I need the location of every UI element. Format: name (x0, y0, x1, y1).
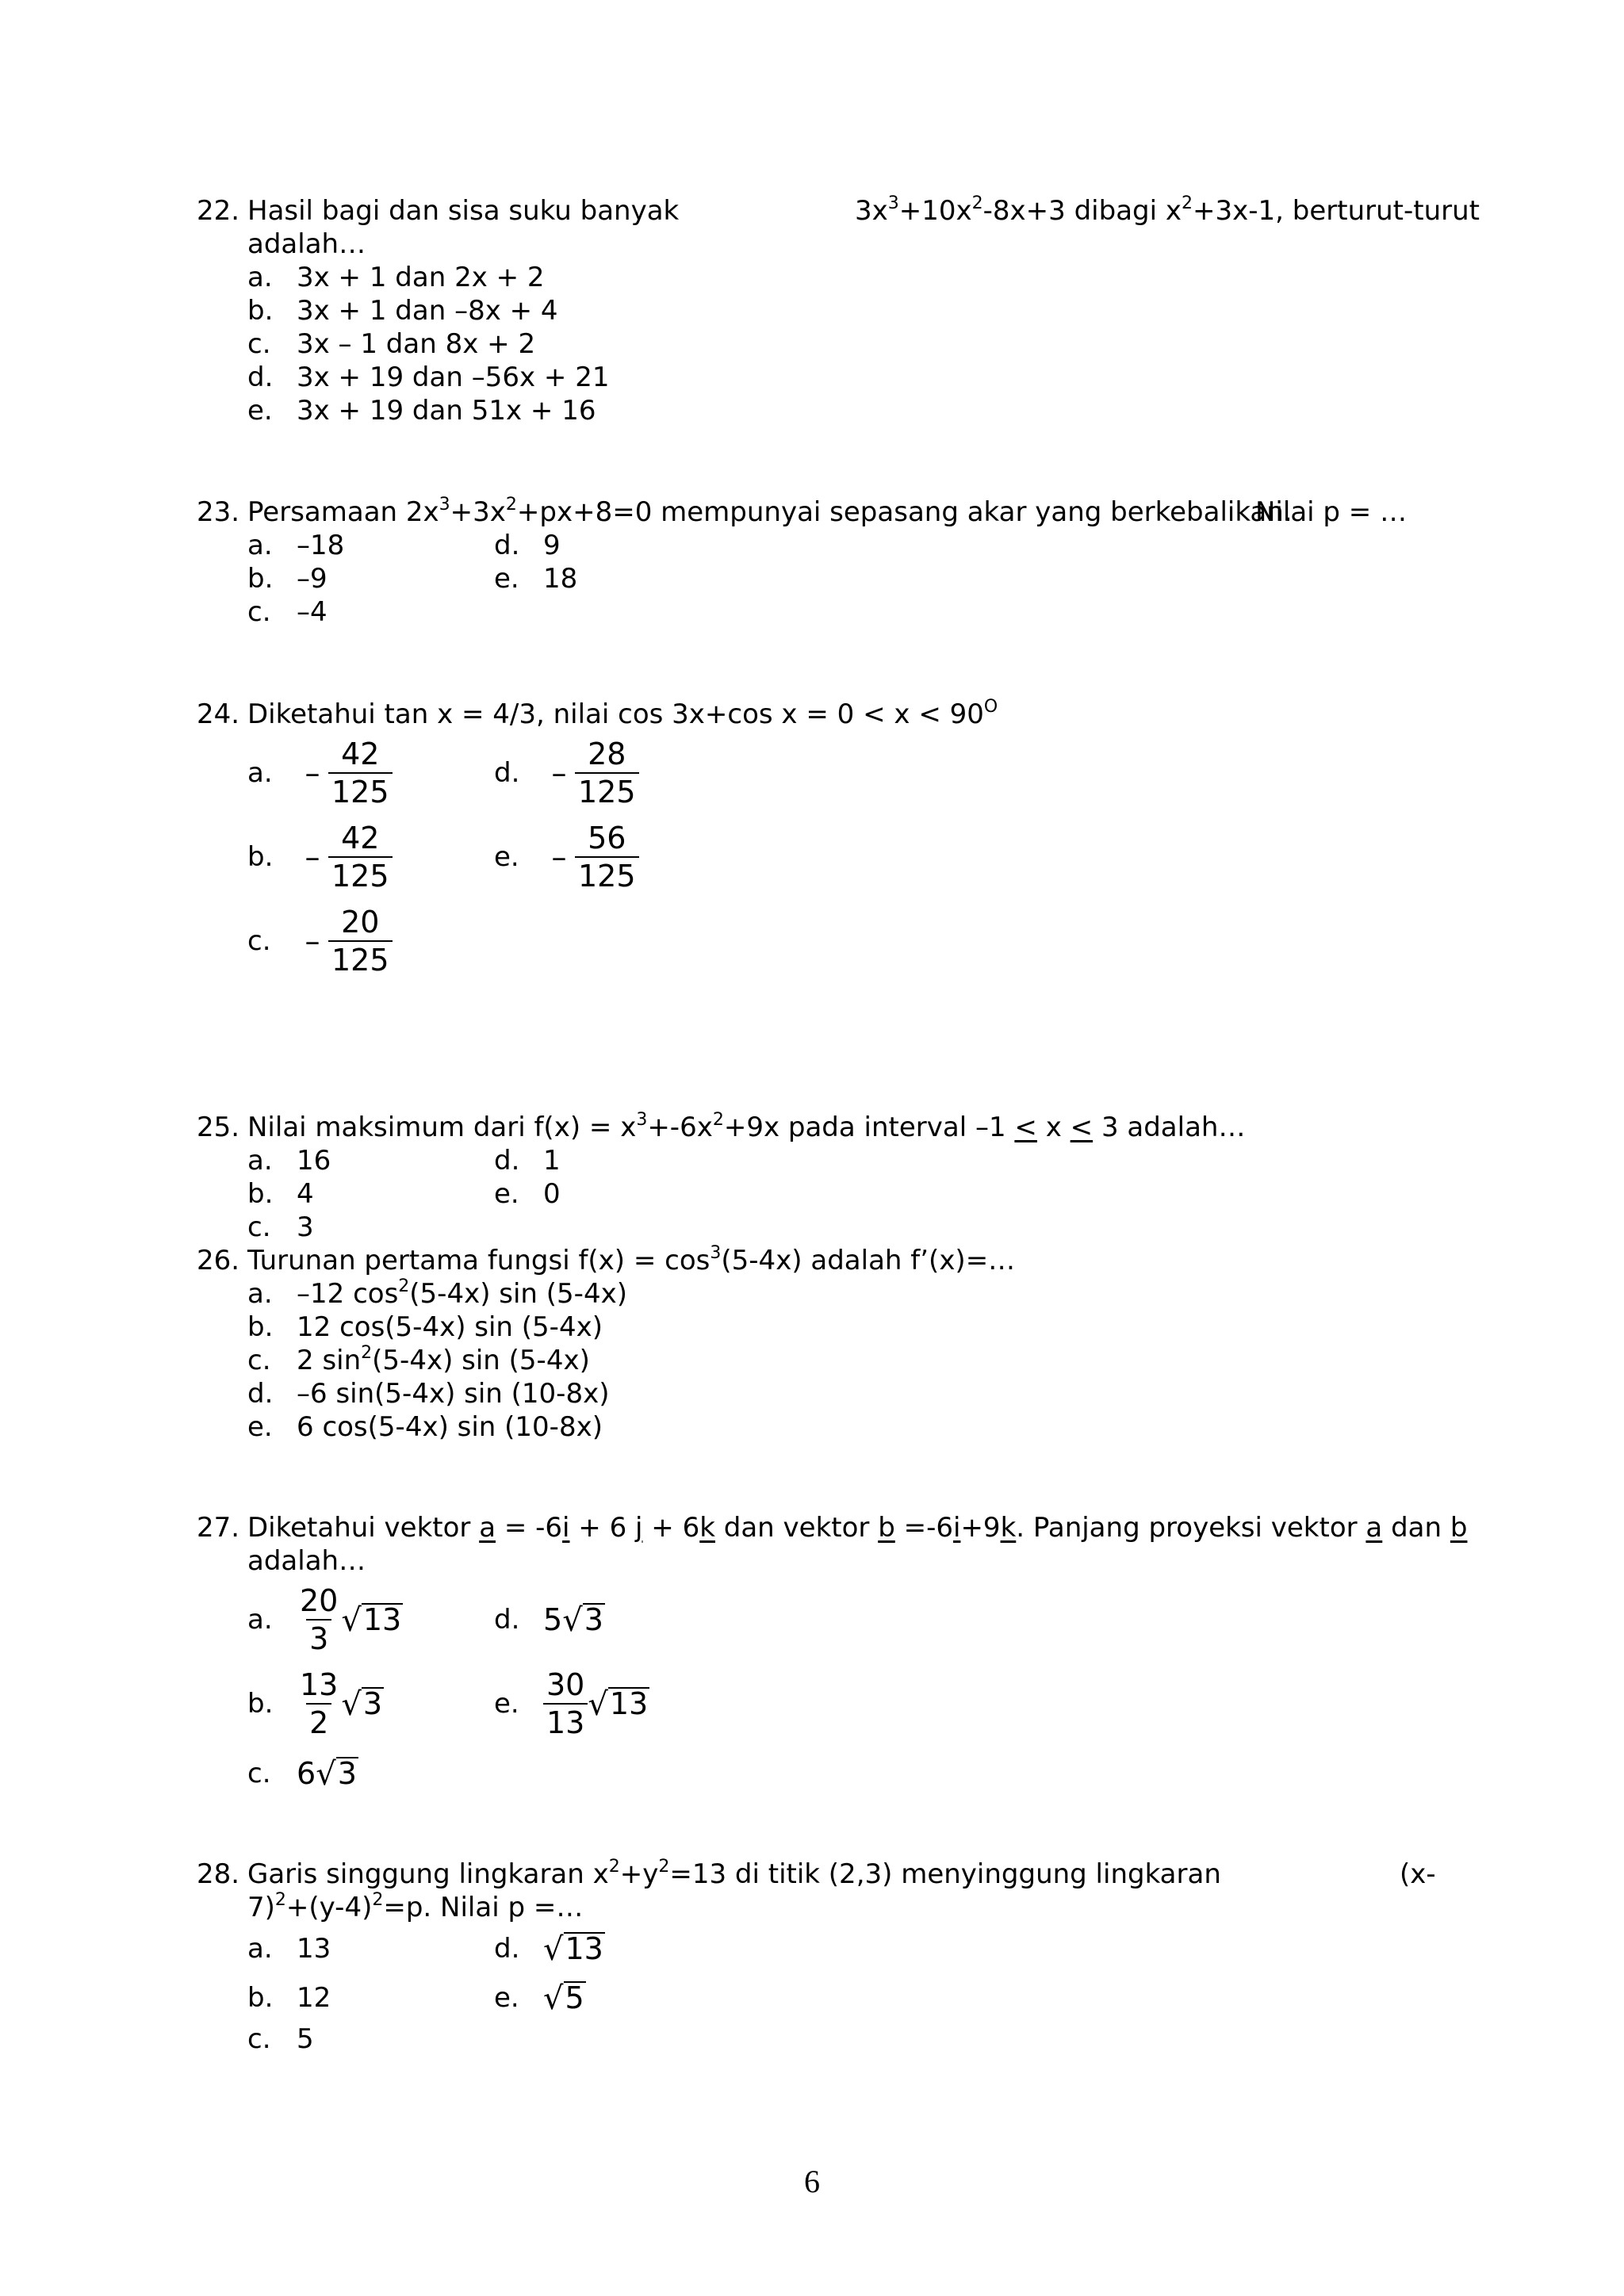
question-22 (197, 193, 1480, 427)
question-number: 22. (197, 195, 240, 227)
question-text-right: $3x^3+10x^2-8x+3$ dibagi $x^2+3x-1$, berturut-turut (855, 193, 1480, 227)
option-b: b. –9 (247, 563, 327, 595)
page-number: 6 (804, 2164, 820, 2199)
option-b: b. 3x + 1 dan –8x + 4 (247, 295, 558, 327)
question-text: Turunan pertama fungsi $f(x) = \cos^3(5-4x)$ adalah f’(x)=… (247, 1242, 1016, 1276)
sqrt-symbol: √ 13 (341, 1601, 402, 1639)
question-number: 24. (197, 698, 240, 730)
option-a: a. 3x + 1 dan 2x + 2 (247, 262, 545, 293)
question-text: Nilai maksimum dari $f(x) = x^3+-6x^2+9x$ pada interval –1 < x < 3 adalah… (247, 1109, 1246, 1143)
option-d: d. 5 √ 3 (494, 1601, 603, 1639)
question-text-cont: adalah… (247, 228, 366, 260)
question-text: Persamaan $2x^3+3x^2+px+8=0$ mempunyai sepasang akar yang berkebalikan. (247, 494, 1293, 528)
option-e: e. $\frac{30}{13}$ √ 13 (494, 1667, 649, 1740)
option-e: e. 6 cos(5-4x) sin (10-8x) (247, 1411, 603, 1443)
option-a: a. –12 $\cos^2(5-4x)$ sin (5-4x) (247, 1276, 627, 1310)
question-26 (197, 1244, 1442, 1444)
option-b: b. 12 (247, 1982, 331, 2014)
question-text-cont: adalah… (247, 1545, 366, 1577)
question-number: 28. (197, 1858, 240, 1890)
option-d: d. – $\frac{28}{125}$ (494, 731, 639, 815)
sqrt-symbol: √ 3 (316, 1755, 357, 1793)
option-d: d. √ 13 (494, 1931, 603, 1968)
option-c: c. 5 (247, 2023, 314, 2055)
option-b: b. $\frac{13}{2}$ √ 3 (247, 1667, 383, 1740)
question-number: 27. (197, 1512, 240, 1544)
question-text-right: (x- (1400, 1858, 1436, 1890)
question-text: Hasil bagi dan sisa suku banyak (247, 195, 680, 227)
option-e: e. 18 (494, 563, 578, 595)
option-d: d. –6 sin(5-4x) sin (10-8x) (247, 1378, 610, 1410)
question-number: 26. (197, 1245, 240, 1276)
sqrt-symbol: √ 13 (588, 1686, 649, 1723)
question-text-cont: $7)^2+(y-4)^2=p$. Nilai p =… (247, 1889, 584, 1923)
question-text-right: Nilai p = … (1255, 496, 1408, 528)
question-23 (197, 496, 1442, 629)
option-c: c. 3x – 1 dan 8x + 2 (247, 328, 536, 360)
option-d: d. 1 (494, 1145, 561, 1177)
question-text: Diketahui tan x = 4/3, nilai cos 3x+cos $x = 0 < x < 90^O$ (247, 696, 998, 730)
option-c: c. 6 √ 3 (247, 1755, 357, 1793)
question-number: 23. (197, 496, 240, 528)
option-c: c. – $\frac{20}{125}$ (247, 899, 393, 983)
sqrt-symbol: √ 3 (562, 1601, 603, 1639)
option-e: e. 3x + 19 dan 51x + 16 (247, 395, 596, 427)
question-text: Garis singgung lingkaran $x^2+y^2=13$ di titik (2,3) menyinggung lingkaran (247, 1856, 1221, 1890)
option-b: b. – $\frac{42}{125}$ (247, 815, 393, 899)
option-c: c. –4 (247, 596, 327, 628)
sqrt-symbol: √ 13 (543, 1931, 603, 1968)
question-25 (197, 1111, 1442, 1244)
option-c: c. 3 (247, 1211, 314, 1243)
option-a: a. – $\frac{42}{125}$ (247, 731, 393, 815)
sqrt-symbol: √ 5 (543, 1980, 584, 2017)
option-c: c. 2 $\sin^2(5-4x)$ sin (5-4x) (247, 1342, 590, 1376)
option-d: d. 3x + 19 dan –56x + 21 (247, 362, 610, 393)
option-a: a. 16 (247, 1145, 331, 1177)
question-number: 25. (197, 1112, 240, 1143)
question-27 (197, 1511, 1468, 1801)
question-28 (197, 1858, 1442, 2056)
option-d: d. 9 (494, 530, 561, 561)
option-a: a. –18 (247, 530, 345, 561)
option-b: b. 4 (247, 1178, 314, 1210)
question-24 (197, 698, 1442, 983)
question-text: Diketahui vektor a = -6i + 6 j + 6k dan vektor b =-6i+9k. Panjang proyeksi vektor a dan b (247, 1512, 1468, 1544)
option-a: a. 13 (247, 1933, 331, 1965)
option-e: e. – $\frac{56}{125}$ (494, 815, 639, 899)
option-e: e. √ 5 (494, 1980, 584, 2017)
sqrt-symbol: √ 3 (341, 1686, 383, 1723)
option-e: e. 0 (494, 1178, 561, 1210)
option-b: b. 12 cos(5-4x) sin (5-4x) (247, 1311, 603, 1343)
option-a: a. $\frac{20}{3}$ √ 13 (247, 1583, 402, 1656)
